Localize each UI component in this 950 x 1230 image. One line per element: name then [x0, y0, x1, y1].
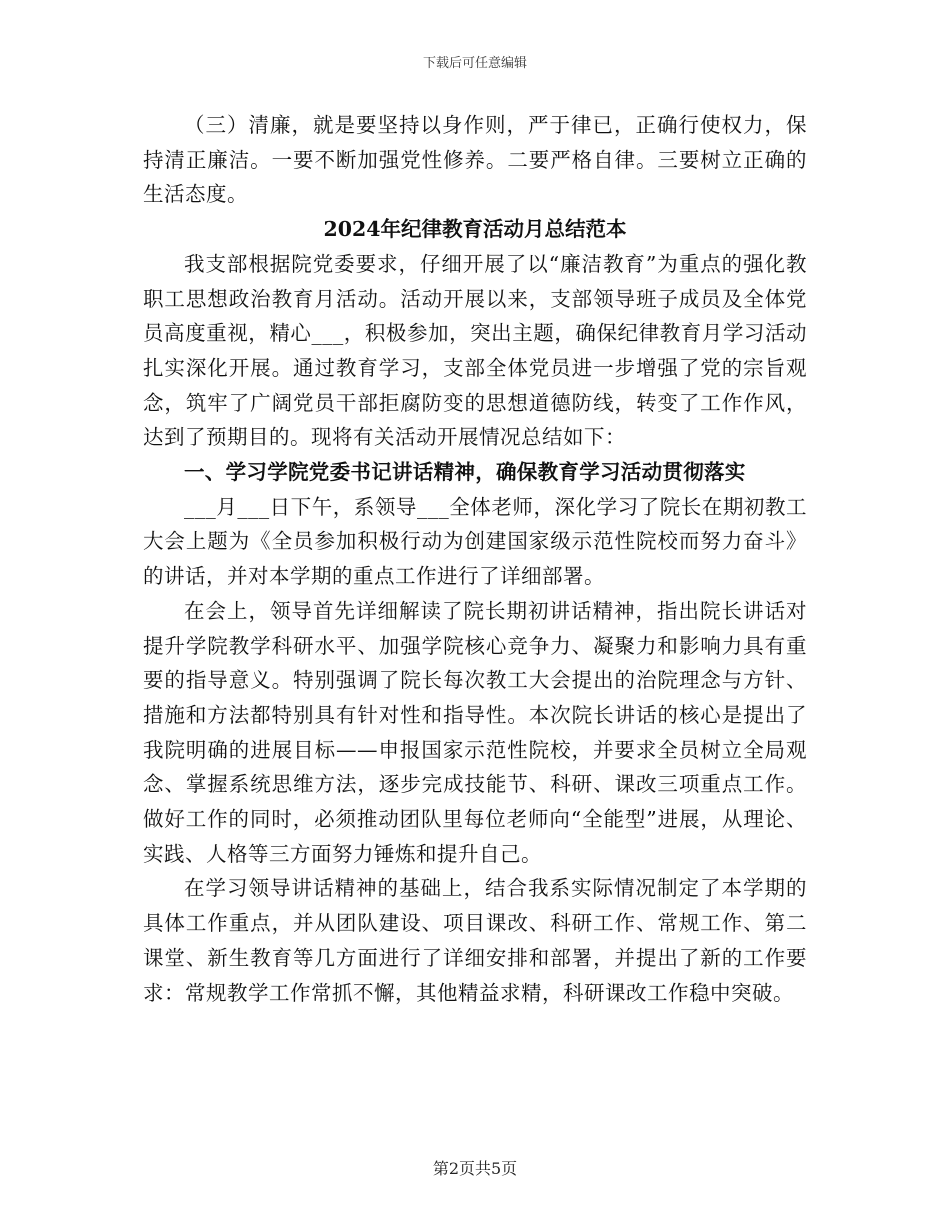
page-number: 第2页共5页 — [432, 1159, 518, 1178]
paragraph-4: 在学习领导讲话精神的基础上，结合我系实际情况制定了本学期的具体工作重点，并从团队建设、项目课改、科研工作、常规工作、第二课堂、新生教育等几方面进行了详细安排和部署，并提出了新的工作要求：常规教学工作常抓不懈，其他精益求精，科研课改工作稳中突破。 — [143, 876, 807, 1005]
paragraph-2: ___月___日下午，系领导___全体老师，深化学习了院长在期初教工大会上题为《全员参加积极行动为创建国家级示范性院校而努力奋斗》的讲话，并对本学期的重点工作进行了详细部署。 — [143, 494, 807, 589]
section-heading-1: 一、学习学院党委书记讲话精神，确保教育学习活动贯彻落实 — [184, 460, 746, 485]
intro-paragraph: （三）清廉，就是要坚持以身作则，严于律已，正确行使权力，保持清正廉洁。一要不断加强党性修养。二要严格自律。三要树立正确的生活态度。 — [143, 113, 807, 207]
document-body — [143, 108, 807, 1010]
document-title: 2024年纪律教育活动月总结范本 — [323, 217, 627, 242]
paragraph-3: 在会上，领导首先详细解读了院长期初讲话精神，指出院长讲话对提升学院教学科研水平、加强学院核心竞争力、凝聚力和影响力具有重要的指导意义。特别强调了院长每次教工大会提出的治院理念与方针、措施和方法都特别具有针对性和指导性。本次院长讲话的核心是提出了我院明确的进展目标——申报国家示范性院校，并要求全员树立全局观念、掌握系统思维方法，逐步完成技能节、科研、课改三项重点工作。做好工作的同时，必须推动团队里每位老师向“全能型”进展，从理论、实践、人格等三方面努力锤炼和提升自己。 — [143, 598, 807, 866]
paragraph-1: 我支部根据院党委要求，仔细开展了以“廉洁教育”为重点的强化教职工思想政治教育月活动。活动开展以来，支部领导班子成员及全体党员高度重视，精心___，积极参加，突出主题，确保纪律教育月学习活动扎实深化开展。通过教育学习，支部全体党员进一步增强了党的宗旨观念，筑牢了广阔党员干部拒腐防变的思想道德防线，转变了工作作风，达到了预期目的。现将有关活动开展情况总结如下： — [143, 251, 807, 450]
page-header: 下载后可任意编辑 — [422, 56, 527, 71]
